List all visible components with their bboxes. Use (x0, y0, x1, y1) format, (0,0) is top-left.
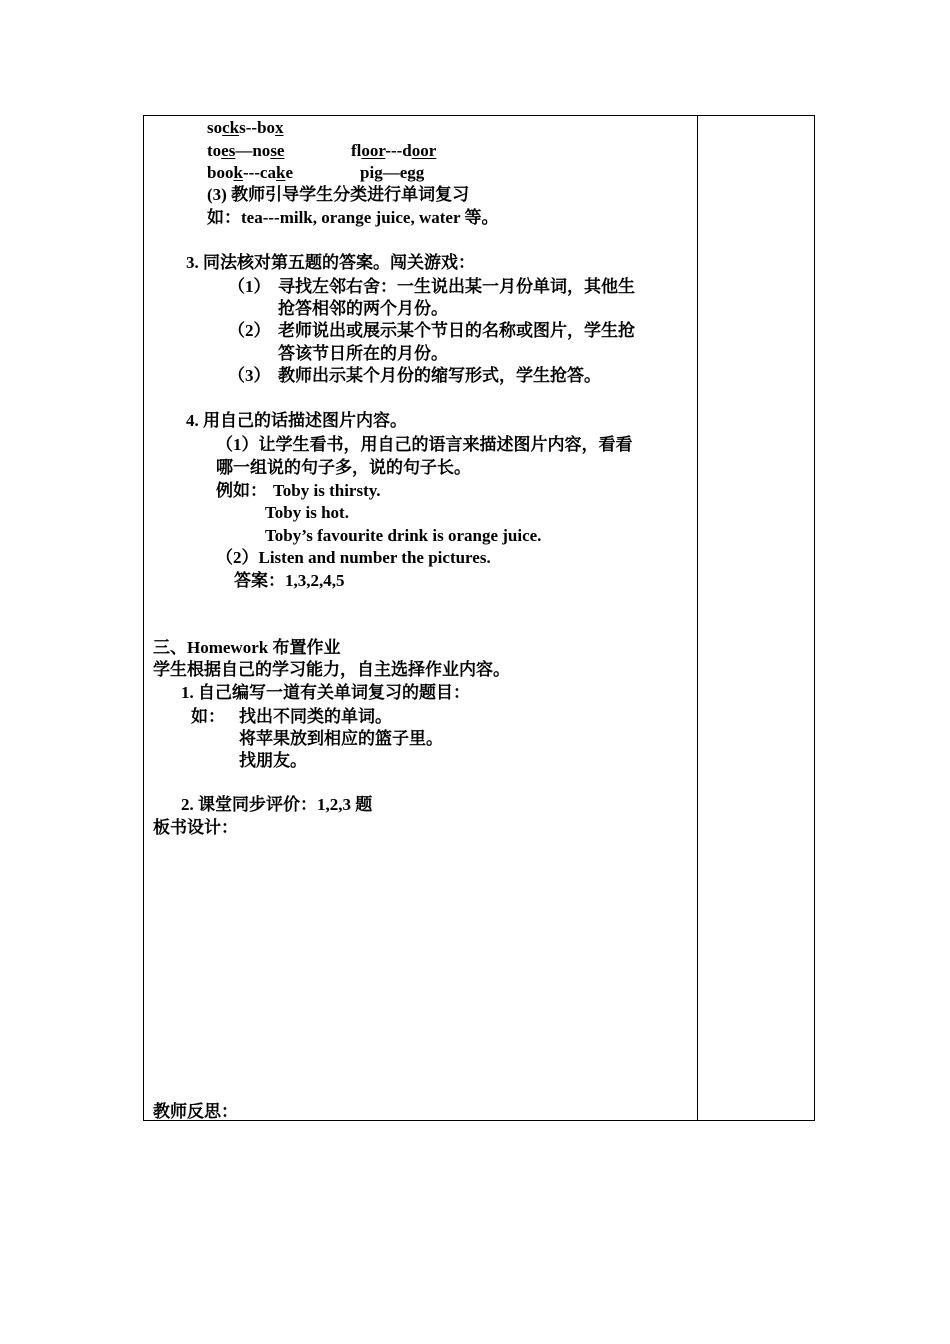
describe-step-1-line-2: 哪一组说的句子多，说的句子长。 (216, 458, 471, 477)
underlined-letters: gg (407, 163, 425, 182)
word-pair-pig-egg (360, 162, 424, 184)
word-part: to (207, 141, 222, 160)
item-number: （3） (228, 366, 271, 385)
word-dash: --- (385, 141, 403, 160)
example-sentence-2: Toby is hot. (265, 503, 349, 522)
word-dash: --- (242, 163, 260, 182)
word-part: e (285, 163, 293, 182)
word-part: so (207, 118, 223, 137)
word-part: fl (351, 141, 362, 160)
underlined-letters: oor (411, 141, 437, 160)
underlined-letters: es (221, 141, 236, 160)
homework-example-1: 找出不同类的单词。 (239, 707, 392, 726)
describe-step-2: （2）Listen and number the pictures. (216, 548, 491, 567)
example-sentence-1: Toby is thirsty. (273, 481, 381, 500)
item-number: （1） (228, 277, 271, 296)
game-item-3-line-1: 教师出示某个月份的缩写形式，学生抢答。 (278, 366, 601, 385)
word-part: e (399, 163, 408, 182)
underlined-letters: g (374, 163, 383, 182)
word-part: bo (257, 118, 276, 137)
word-pair-book-cake (207, 162, 293, 184)
example-label: 例如： (216, 481, 267, 500)
section-4-title: 4. 用自己的话描述图片内容。 (186, 411, 407, 430)
underlined-letters: oor (361, 141, 386, 160)
underlined-letters: ck (222, 118, 240, 137)
word-pair-toes-nose (207, 140, 284, 162)
underlined-letters: se (270, 141, 285, 160)
underlined-letters: k (275, 163, 286, 182)
homework-intro: 学生根据自己的学习能力，自主选择作业内容。 (153, 660, 510, 679)
answer-key: 答案：1,3,2,4,5 (234, 571, 345, 590)
homework-item-1: 1. 自己编写一道有关单词复习的题目： (181, 683, 470, 702)
describe-step-1-line-1: （1）让学生看书，用自己的语言来描述图片内容，看看 (216, 435, 633, 454)
word-dash: -- (245, 118, 258, 137)
underlined-letters: x (275, 118, 284, 137)
game-item-1-line-2: 抢答相邻的两个月份。 (278, 299, 448, 318)
game-item-1-line-1: 寻找左邻右舍：一生说出某一月份单词，其他生 (278, 277, 635, 296)
word-pair-socks-box (207, 117, 284, 139)
classify-example: 如：tea---milk, orange juice, water 等。 (207, 208, 499, 227)
homework-example-label: 如： (191, 707, 225, 726)
homework-item-2: 2. 课堂同步评价：1,2,3 题 (181, 795, 373, 814)
game-item-2-line-1: 老师说出或展示某个节日的名称或图片，学生抢 (278, 321, 635, 340)
word-part: ca (259, 163, 276, 182)
word-dash: — (235, 141, 253, 160)
step-3-classify-review: (3) 教师引导学生分类进行单词复习 (207, 185, 470, 204)
item-number: （2） (228, 321, 271, 340)
homework-example-2: 将苹果放到相应的篮子里。 (239, 729, 443, 748)
word-dash: — (382, 163, 400, 182)
section-3-title: 3. 同法核对第五题的答案。闯关游戏： (186, 253, 475, 272)
homework-example-3: 找朋友。 (239, 751, 307, 770)
word-part: d (402, 141, 412, 160)
word-pair-floor-door (351, 140, 436, 162)
game-item-2-line-2: 答该节日所在的月份。 (278, 344, 448, 363)
example-sentence-3: Toby’s favourite drink is orange juice. (265, 526, 542, 545)
word-part: s (239, 118, 246, 137)
homework-heading: 三、Homework 布置作业 (153, 638, 341, 657)
word-part: boo (207, 163, 234, 182)
teacher-reflection-label: 教师反思： (153, 1102, 238, 1121)
board-design-label: 板书设计： (153, 818, 238, 837)
underlined-letters: k (233, 163, 243, 182)
word-part: pi (360, 163, 375, 182)
table-column-divider (697, 115, 698, 1121)
word-part: no (252, 141, 271, 160)
